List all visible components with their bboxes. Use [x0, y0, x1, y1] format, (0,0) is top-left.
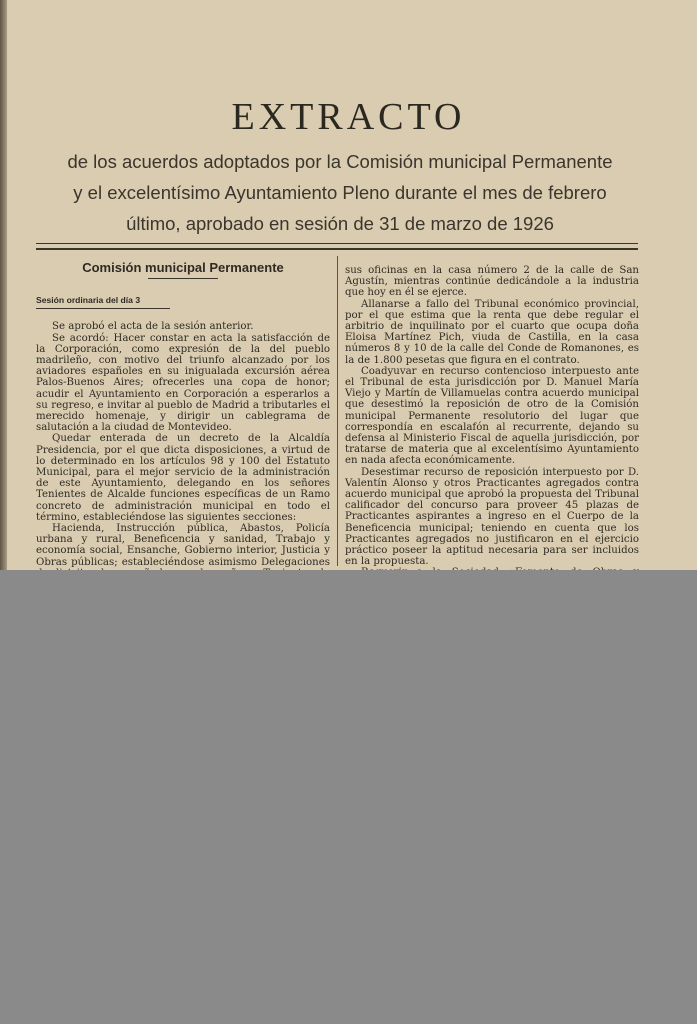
document-title: EXTRACTO	[231, 96, 466, 138]
paragraph: Allanarse a fallo del Tribunal económico provincial, por el que estima que la renta que debe regular el arbitrio de inquilinato por el cuarto que ocupa doña Eloisa Martínez Pich, viuda de Castilla, en la casa números 8 y 10 de la calle del Conde de Romanones, es la de 1.800 pesetas que figura en el contrato.	[345, 298, 639, 366]
right-column	[345, 265, 639, 590]
paragraph: Se acordó: Hacer constar en acta la satisfacción de la Corporación, como expresión de la del pueblo madrileño, con motivo del triunfo alcanzado por los aviadores españoles en su inigualada excursión aérea Palos-Buenos Aires; ofrecerles una copa de honor; acudir el Ayuntamiento en Corporación a esperarlos a su regreso, e invitar al pueblo de Madrid a tributarles el merecido homenaje, y dirigir un cablegrama de salutación a la ciudad de Montevideo.	[36, 332, 330, 434]
paragraph: Hacienda, Instrucción pública, Abastos, Policía urbana y rural, Beneficencia y sanidad, Trabajo y economía social, Ensanche, Gobierno interior, Justicia y Obras públicas; estableciéndose asimismo Delegaciones	[36, 523, 330, 568]
left-column	[36, 262, 330, 590]
column-divider	[337, 256, 338, 566]
paragraph: Coadyuvar en recurso contencioso interpuesto ante el Tribunal de esta jurisdicción por D. Manuel María Viejo y Martín de Villamuelas contra acuerdo municipal que desestimó la reposición de otro de la Comisión municipal Permanente resolutorio del lugar que correspondía en escalafón al recurrente, dejando su defensa al Ministerio Fiscal de aquella jurisdicción, por tratarse de materia que al excelentísimo Ayuntamiento en nada afecta económicamente.	[345, 365, 639, 467]
header-rule-thin	[36, 243, 638, 244]
header-rule-thick	[36, 248, 638, 250]
session-heading: Sesión ordinaria del día 3	[36, 295, 141, 306]
paragraph: sus oficinas en la casa número 2 de la calle de San Agustín, mientras continúe dedicándole a la industria que hoy en él se ejerce.	[345, 265, 639, 299]
paragraph: Quedar enterada de un decreto de la Alcaldía Presidencia, por el que dicta disposiciones, a virtud de lo determinado en los artículos 98 y 100 del Estatuto Municipal, para el mejor servicio de la administración de este Ayuntamiento, delegando en los señores Tenientes de Alcalde funciones específicas de un Ramo concreto de administración municipal en todo el término, estableciéndose las siguientes secciones:	[36, 433, 330, 523]
page-binding-edge	[0, 0, 7, 570]
masked-region	[0, 570, 697, 1024]
subtitle-line: y el excelentísimo Ayuntamiento Pleno durante el mes de febrero	[73, 182, 607, 203]
subtitle-line: de los acuerdos adoptados por la Comisión municipal Permanente	[67, 151, 613, 172]
paragraph: Desestimar recurso de reposición interpuesto por D. Valentín Alonso y otros Practicantes agregados contra acuerdo municipal que aprobó la propuesta del Tribunal calificador del concurso para proveer 45 plazas de Practicantes aspirantes a ingreso en el Cuerpo de la Beneficencia municipal; teniendo en cuenta que los Practicantes agregados no justificaron en el ejercicio práctico poseer la aptitud necesaria para ser incluidos en la propuesta.	[345, 466, 639, 568]
document-subtitle	[30, 146, 650, 239]
session-heading-underline	[36, 308, 170, 309]
section-heading-underline	[148, 278, 218, 279]
subtitle-line: último, aprobado en sesión de 31 de marzo de 1926	[126, 213, 554, 234]
paragraph: Se aprobó el acta de la sesión anterior.	[52, 321, 254, 333]
section-heading: Comisión municipal Permanente	[82, 260, 284, 275]
